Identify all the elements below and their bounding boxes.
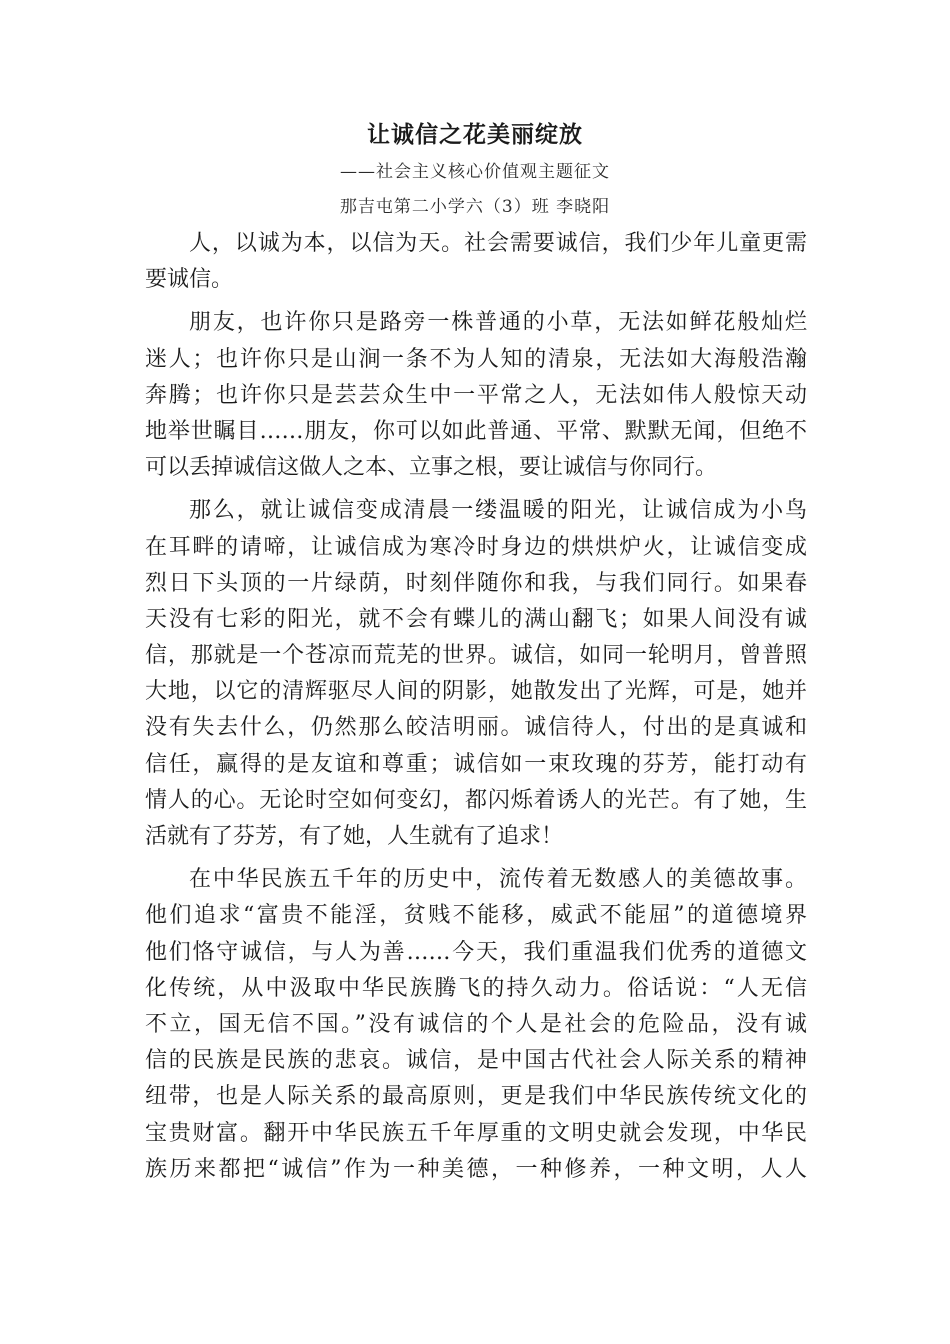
document-author: 那吉屯第二小学六（3）班 李晓阳 [339,197,611,217]
text-line: 活就有了芬芳，有了她，人生就有了追求！ [145,824,564,849]
text-line: 那么，就让诚信变成清晨一缕温暖的阳光，让诚信成为小鸟 [189,498,807,524]
document-body [145,226,807,1188]
text-line: 信的民族是民族的悲哀。诚信，是中国古代社会人际关系的精神 [145,1048,807,1074]
text-line: 化传统，从中汲取中华民族腾飞的持久动力。俗话说：“人无信 [145,975,807,1001]
text-line: 在中华民族五千年的历史中，流传着无数感人的美德故事。 [189,867,807,893]
text-line: 迷人；也许你只是山涧一条不为人知的清泉，无法如大海般浩瀚 [145,346,807,372]
text-line: 他们恪守诚信，与人为善……今天，我们重温我们优秀的道德文 [145,939,807,965]
text-line: 天没有七彩的阳光，就不会有蝶儿的满山翻飞；如果人间没有诚 [145,606,807,632]
text-line: 烈日下头顶的一片绿荫，时刻伴随你和我，与我们同行。如果春 [145,570,807,596]
text-line: 不立，国无信不国。”没有诚信的个人是社会的危险品，没有诚 [145,1011,807,1037]
text-line: 人，以诚为本，以信为天。社会需要诚信，我们少年儿童更需 [189,231,807,256]
text-line: 地举世瞩目……朋友，你可以如此普通、平常、默默无闻，但绝不 [145,418,807,444]
paragraph [145,226,807,298]
text-line: 他们追求“富贵不能淫，贫贱不能移，威武不能屈”的道德境界 [145,903,807,929]
text-line: 没有失去什么，仍然那么皎洁明丽。诚信待人，付出的是真诚和 [145,715,807,741]
document-title: 让诚信之花美丽绽放 [367,122,583,148]
text-line: 族历来都把“诚信”作为一种美德，一种修养，一种文明，人人 [145,1156,807,1182]
text-line: 信任，赢得的是友谊和尊重；诚信如一束玫瑰的芬芳，能打动有 [145,751,807,777]
text-line: 宝贵财富。翻开中华民族五千年厚重的文明史就会发现，中华民 [145,1120,807,1146]
text-line: 可以丢掉诚信这做人之本、立事之根，要让诚信与你同行。 [145,455,718,481]
text-line: 在耳畔的请啼，让诚信成为寒冷时身边的烘烘炉火，让诚信变成 [145,534,807,560]
text-line: 信，那就是一个苍凉而荒芜的世界。诚信，如同一轮明月，曾普照 [145,643,807,669]
paragraph [145,862,807,1188]
text-line: 要诚信。 [145,267,234,293]
text-line: 奔腾；也许你只是芸芸众生中一平常之人，无法如伟人般惊天动 [145,382,807,408]
text-line: 朋友，也许你只是路旁一株普通的小草，无法如鲜花般灿烂 [189,310,807,336]
document-subtitle: ——社会主义核心价值观主题征文 [340,162,610,182]
paragraph [145,305,807,486]
text-line: 情人的心。无论时空如何变幻，都闪烁着诱人的光芒。有了她，生 [145,787,807,813]
text-line: 纽带，也是人际关系的最高原则，更是我们中华民族传统文化的 [145,1084,807,1110]
paragraph [145,493,807,855]
text-line: 大地，以它的清辉驱尽人间的阴影，她散发出了光辉，可是，她并 [145,679,807,705]
